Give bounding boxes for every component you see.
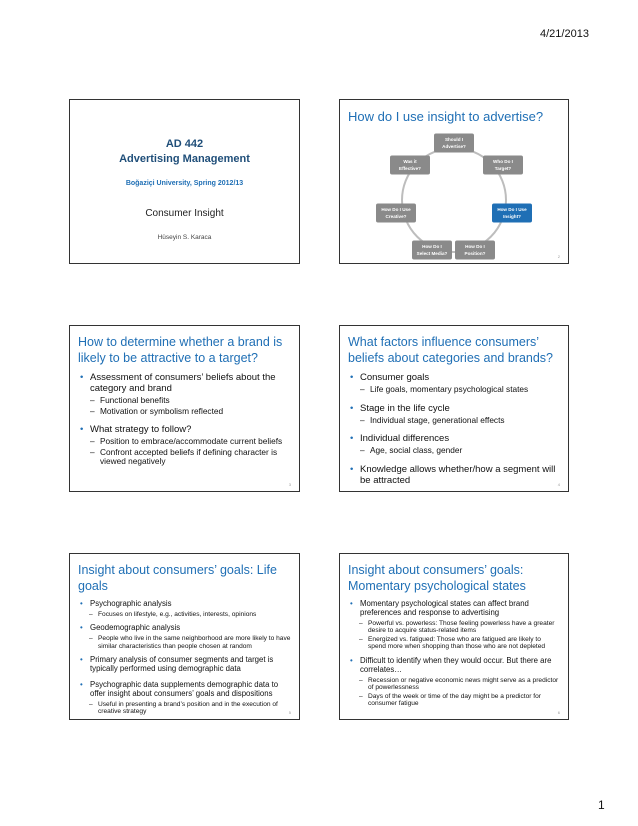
slide-number: 3	[288, 482, 291, 487]
cycle-node-label: Insight?	[503, 214, 521, 219]
bullet-item: • Psychographic data supplements demographic data to offer insight about consumers’ goals and dispositions	[78, 681, 291, 699]
cycle-node-label: How Do I Use	[497, 207, 527, 212]
bullet-gap	[348, 457, 560, 464]
bullet-item: • Consumer goals	[348, 372, 560, 383]
bullet-item: • Difficult to identify when they would occur. But there are correlates…	[348, 657, 560, 675]
bullet-item: • Primary analysis of consumer segments and target is typically performed using demographic data	[78, 656, 291, 674]
cycle-node-label: Select Media?	[416, 251, 448, 256]
cycle-node-label: How Do I	[422, 244, 442, 249]
slide-title-text: What factors influence consumers’ beliefs about categories and brands?	[348, 335, 554, 365]
sub-bullet-item: – Energized vs. fatigued: Those who are fatigued are likely to spend more when shopping than those who are not depleted	[348, 636, 560, 651]
slide-momentary-states	[339, 553, 569, 720]
course-code: AD 442	[165, 138, 204, 150]
cycle-node-label: Should I	[444, 137, 464, 142]
bullet-gap	[78, 417, 291, 424]
slide-title-text: How to determine whether a brand is likely to be attractive to a target?	[78, 335, 283, 365]
sub-bullet-item: – Individual stage, generational effects	[348, 416, 560, 426]
bullet-item: • Stage in the life cycle	[348, 403, 560, 414]
slide-number: 2	[557, 254, 560, 259]
cycle-node-label: How Do I	[465, 244, 485, 249]
bullet-list	[348, 600, 560, 709]
cycle-node-label: Creative?	[385, 214, 407, 219]
sub-bullet-item: – Focuses on lifestyle, e.g., activities, interests, opinions	[78, 611, 291, 619]
sub-bullet-item: – Confront accepted beliefs if defining character is viewed negatively	[78, 448, 291, 467]
header-date: 4/21/2013	[540, 28, 589, 40]
bullet-item: • Psychographic analysis	[78, 600, 291, 609]
cycle-node-label: How Do I Use	[381, 207, 411, 212]
slide-title-text: Insight about consumers’ goals: Momentary psychological states	[348, 563, 526, 593]
cycle-node-label: Who Do I	[493, 159, 513, 164]
bullet-list	[78, 600, 291, 717]
cycle-node	[483, 156, 523, 175]
bullet-list	[78, 372, 291, 468]
cycle-node	[434, 134, 474, 153]
slide-title	[69, 99, 300, 264]
slide-number: 4	[557, 482, 560, 487]
slide-insight-cycle	[339, 99, 569, 264]
sub-bullet-item: – Life goals, momentary psychological states	[348, 385, 560, 395]
slide-factors-beliefs	[339, 325, 569, 492]
sub-bullet-item: – Age, social class, gender	[348, 446, 560, 456]
topic: Consumer Insight	[145, 208, 224, 219]
slide-title-text: Insight about consumers’ goals: Life goals	[78, 563, 277, 593]
bullet-gap	[348, 426, 560, 433]
university: Boğaziçi University, Spring 2012/13	[125, 180, 244, 187]
bullet-item: • Individual differences	[348, 433, 560, 444]
cycle-node	[492, 204, 532, 223]
page-number: 1	[598, 798, 605, 812]
sub-bullet-item: – Powerful vs. powerless: Those feeling powerless have a greater desire to acquire status-related items	[348, 620, 560, 635]
bullet-item: • Assessment of consumers’ beliefs about the category and brand	[78, 372, 291, 394]
bullet-item: • Knowledge allows whether/how a segment will be attracted	[348, 464, 560, 486]
cycle-node-label: Position?	[464, 251, 486, 256]
cycle-node-label: Advertise?	[442, 144, 466, 149]
slide-title-text: How do I use insight to advertise?	[348, 109, 544, 124]
sub-bullet-item: – Useful in presenting a brand’s position and in the execution of creative strategy	[78, 701, 291, 716]
bullet-gap	[348, 396, 560, 403]
cycle-node	[390, 156, 430, 175]
sub-bullet-item: – Position to embrace/accommodate current beliefs	[78, 437, 291, 447]
cycle-node-label: Target?	[494, 166, 512, 171]
slide-brand-attractive	[69, 325, 300, 492]
sub-bullet-item: – Motivation or symbolism reflected	[78, 407, 291, 417]
bullet-item: • What strategy to follow?	[78, 424, 291, 435]
sub-bullet-item: – Recession or negative economic news might serve as a predictor of powerlessness	[348, 677, 560, 692]
slide-number: 6	[557, 710, 560, 715]
cycle-node	[376, 204, 416, 223]
bullet-item: • Geodemographic analysis	[78, 624, 291, 633]
cycle-node	[455, 241, 495, 260]
slide-number: 5	[288, 710, 291, 715]
sub-bullet-item: – People who live in the same neighborhood are more likely to have similar characteristics than people chosen at random	[78, 635, 291, 650]
bullet-item: • Momentary psychological states can affect brand preferences and response to advertising	[348, 600, 560, 618]
course-name: Advertising Management	[119, 153, 250, 165]
cycle-node	[412, 241, 452, 260]
cycle-node-label: Was it	[403, 159, 417, 164]
sub-bullet-item: – Days of the week or time of the day might be a predictor for consumer fatigue	[348, 693, 560, 708]
cycle-diagram	[340, 100, 569, 264]
cycle-node-label: Effective?	[399, 166, 421, 171]
bullet-list	[348, 372, 560, 488]
sub-bullet-item: – Functional benefits	[78, 396, 291, 406]
slide-life-goals	[69, 553, 300, 720]
author: Hüseyin S. Karaca	[157, 234, 212, 241]
